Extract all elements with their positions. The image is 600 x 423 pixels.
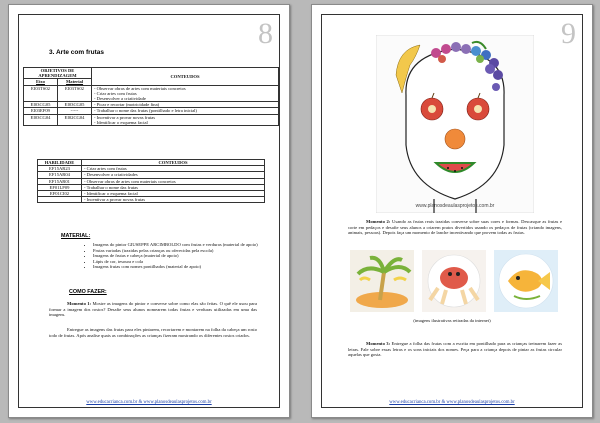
habilidade-conteudo-cell: - Identificar o esquema facial <box>82 191 265 197</box>
momento-2-text: Usando as frutas reais trazidas converse sobre suas cores e formas. Descasque as frutas e corte em pedaços e desafie seus alunos a criarem pratos divertidos usando os pedaços de frutas (criando imagens, animais, pessoas). Depois faça um momento de lanche incentivando que provem todas as frutas. <box>348 219 563 236</box>
fruit-plates-images <box>350 250 558 312</box>
material-cell: ----- <box>58 108 92 114</box>
momento-1-label: Momento 1: <box>67 301 92 306</box>
conteudos-header: CONTEUDOS <box>92 68 279 86</box>
conteudos-cell <box>92 114 279 125</box>
habilidade-code-cell <box>38 197 82 203</box>
eixo-header: Eixo <box>24 79 58 85</box>
material-cell: EI02CG04 <box>58 114 92 125</box>
habilidade-code-cell: EF15AR04 <box>38 172 82 178</box>
conteudos-cell <box>92 85 279 102</box>
eixo-cell: EI03CG04 <box>24 114 58 125</box>
fruit-plates-photos <box>350 250 558 312</box>
orange-nose <box>445 129 465 149</box>
photo-banana-palm <box>350 250 414 312</box>
photo-orange-fish <box>494 250 558 312</box>
objetivos-table <box>23 67 279 126</box>
fruit-face-drawing <box>376 35 534 213</box>
momento-2-paragraph <box>348 219 562 236</box>
como-fazer-heading: COMO FAZER: <box>69 289 107 295</box>
conteudos-header-2: CONTEUDOS <box>82 160 265 166</box>
eixo-cell: EI03EF09 <box>24 108 58 114</box>
momento-3-paragraph <box>348 341 562 358</box>
habilidade-row <box>38 197 265 203</box>
habilidade-conteudo-cell: - Desenvolver a criatividades <box>82 172 265 178</box>
illustration-watermark: www.planosdeaulasprojetos.com.br <box>415 203 495 209</box>
habilidade-code-cell: EF15AR23 <box>38 166 82 172</box>
conteudo-line: - Picar e recortar (motricidade fina) <box>94 102 160 108</box>
habilidade-header: HABILIDADE <box>38 160 82 166</box>
material-cell: EI03TS02 <box>58 85 92 102</box>
momento-3-label: Momento 3: <box>366 341 391 346</box>
habilidade-conteudo-cell: - Observar obras de artes com materiais concretos <box>82 178 265 184</box>
fruit-face-illustration <box>376 35 534 213</box>
habilidade-code-cell: EF15AR01 <box>38 178 82 184</box>
conteudo-line: - Incentivar a provar novas frutas <box>94 114 156 120</box>
conteudo-line: - Desenvolver a criatividade <box>94 96 146 102</box>
material-list <box>93 242 261 270</box>
objetivos-row <box>24 85 279 102</box>
conteudo-line: - Criar artes com frutas <box>94 90 137 96</box>
habilidade-conteudo-cell: - Criar artes com frutas <box>82 166 265 172</box>
habilidade-conteudo-cell: - Trabalhar o nome das frutas <box>82 184 265 190</box>
footer-links[interactable]: www.educacrianca.com.br & www.planosdeaulasprojetos.com.br <box>389 400 515 405</box>
page-right <box>311 4 593 418</box>
page-number: 9 <box>561 17 576 50</box>
material-heading: MATERIAL: <box>61 233 91 239</box>
habilidade-conteudo-cell: - Incentivar a provar novas frutas <box>82 197 265 203</box>
section-title: 3. Arte com frutas <box>49 49 105 56</box>
material-item: • Imagens de frutas e cabeça (material de apoio) <box>93 253 261 259</box>
footer-links[interactable]: www.educacrianca.com.br & www.planosdeaulasprojetos.com.br <box>86 400 212 405</box>
material-item: • Lápis de cor, tesoura e cola <box>93 259 261 265</box>
material-item: • Imagens do pintor GIUSEPPE ARCIMBOLDO com frutas e verduras (material de apoio) <box>93 242 261 248</box>
momento-1-paragraph <box>49 301 257 318</box>
habilidade-code-cell: EF01CI02 <box>38 191 82 197</box>
material-header: Material <box>58 79 92 85</box>
material-cell: EI03CG05 <box>58 102 92 108</box>
eixo-cell: EI03TS02 <box>24 85 58 102</box>
momento-2-label: Momento 2: <box>366 219 391 224</box>
habilidade-table <box>37 159 265 203</box>
conteudo-line: - Trabalhar o nome das frutas (pontilhado e letra inicial) <box>94 108 197 114</box>
photo-caption: (imagens ilustrativas retiradas da internet) <box>413 318 491 323</box>
material-item: • Frutas variadas (trazidas pelas crianças ou oferecidas pela escola) <box>93 248 261 254</box>
photo-apple-creature <box>422 250 486 312</box>
material-section <box>61 233 261 270</box>
page-number: 8 <box>258 17 273 50</box>
habilidade-code-cell: EF01LP09 <box>38 184 82 190</box>
eixo-cell: EI03CG05 <box>24 102 58 108</box>
conteudo-line: - Observar obras de artes com materiais concretos <box>94 85 186 91</box>
objetivos-header: OBJETIVOS DE APRENDIZAGEM <box>24 68 92 79</box>
momento-1-text: Mostre as imagens do pintor e converse sobre como elas são feitas. O quê ele usou para formar a imagem dos rostos? Desafie seus alunos nomearem todas frutas e verduras utilizadas em uma das imagens. <box>49 301 257 318</box>
momento-1-paragraph-2: Entregue as imagens das frutas para eles pintarem, recortarem e montarem na folha da cabeça um rosto todo de frutas. Após analise quais as combinações as crianças fizeram mostrando os diferentes rostos criados. <box>49 327 257 338</box>
material-item: • Imagens frutas com nomes pontilhados (material de apoio) <box>93 264 261 270</box>
momento-3-text: Entregue a folha das frutas com a escrita em pontilhado para as crianças treinarem fazer as letras. Fale sobre essas letras e os sons iniciais dos nomes. Peça para a criança depois de pintar as frutas circular aquelas que gosta. <box>348 341 562 358</box>
page-left <box>8 4 290 418</box>
conteudo-line: - Identificar o esquema facial <box>94 119 148 125</box>
objetivos-row <box>24 114 279 125</box>
